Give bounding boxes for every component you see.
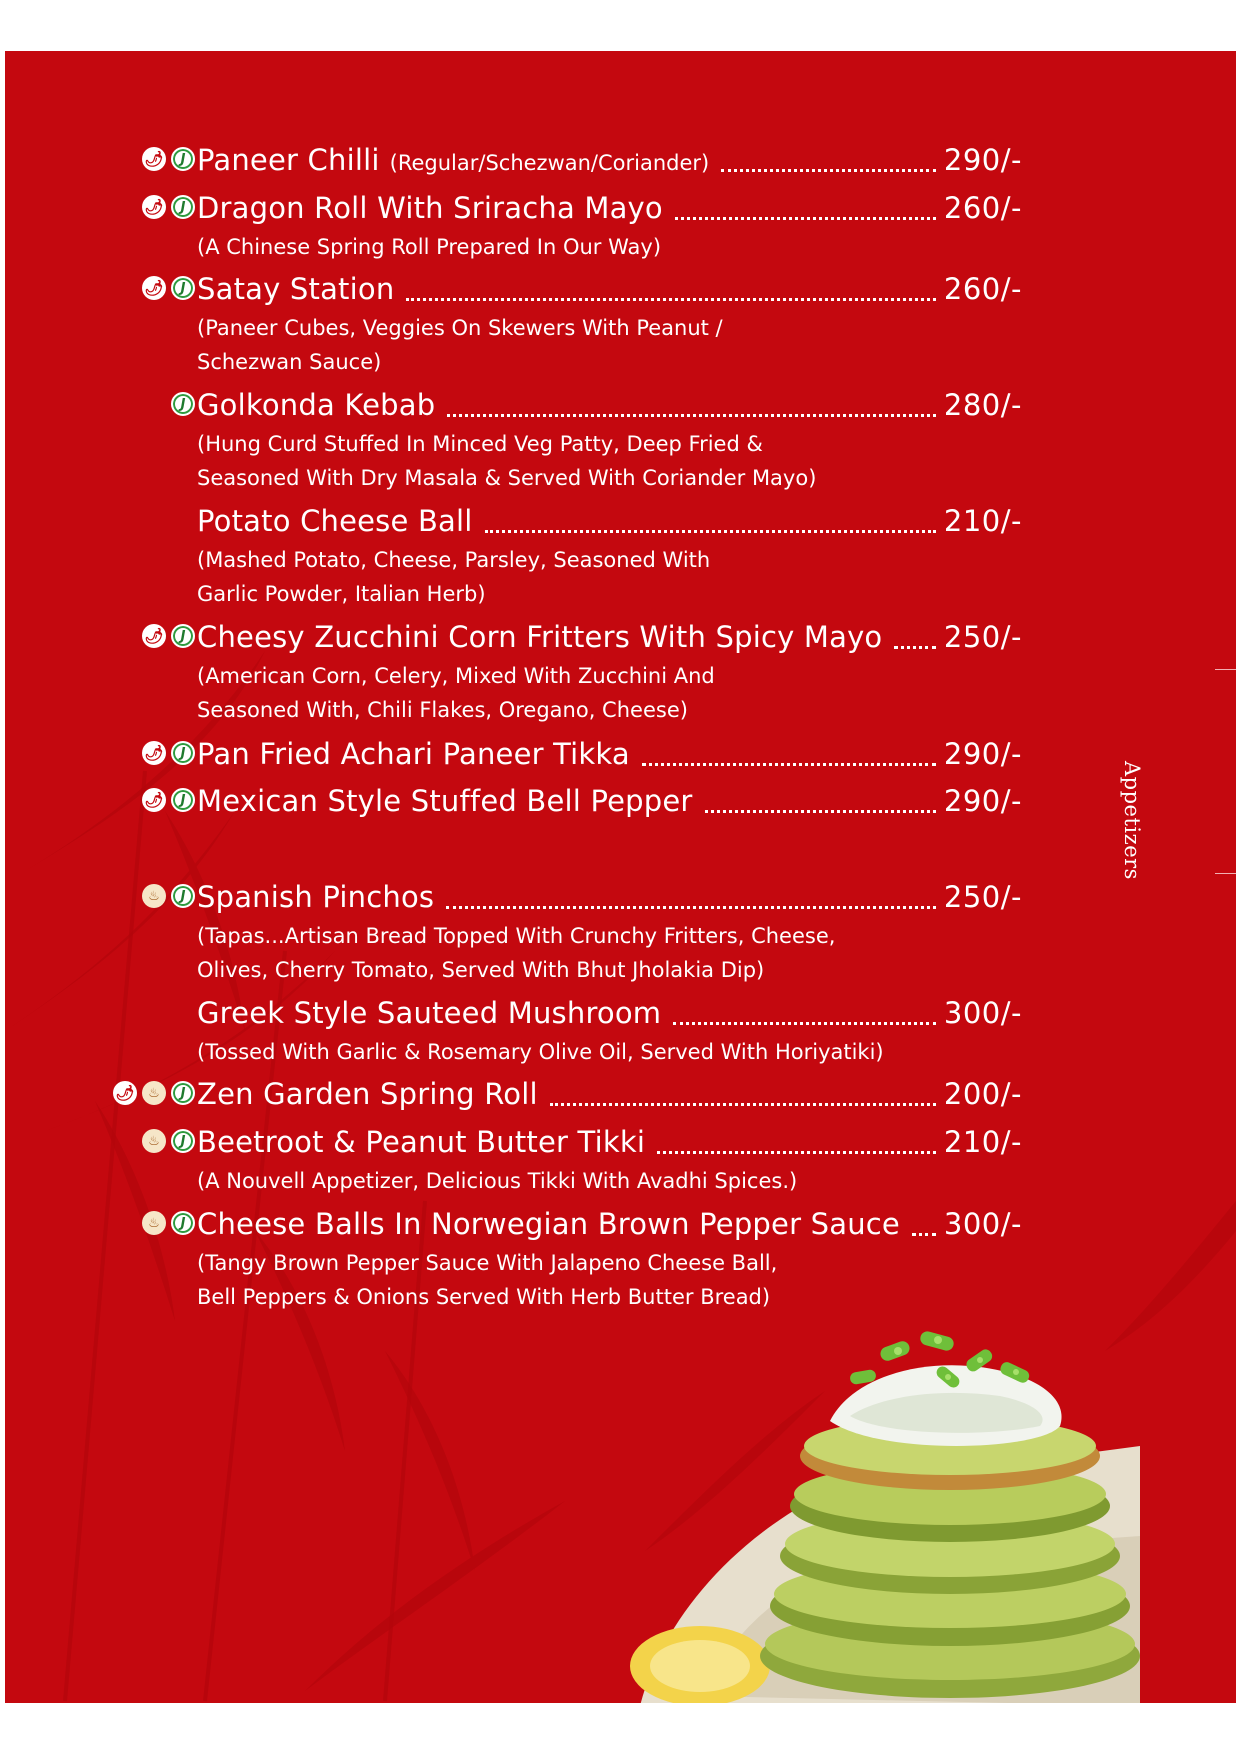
- diet-icons: [142, 788, 195, 812]
- item-description: [197, 1246, 957, 1314]
- item-price: 250/-: [943, 880, 1022, 914]
- item-name: Mexican Style Stuffed Bell Pepper: [197, 784, 693, 818]
- description-line: (American Corn, Celery, Mixed With Zucchini And: [197, 664, 715, 688]
- description-line: Garlic Powder, Italian Herb): [197, 582, 486, 606]
- jain-icon: J: [171, 1081, 195, 1105]
- jain-icon: J: [171, 147, 195, 171]
- dot-leader: [642, 762, 936, 766]
- item-description: [197, 659, 957, 727]
- jain-icon: J: [171, 1129, 195, 1153]
- dot-leader: [446, 905, 936, 909]
- side-tab-rule-bottom: [1215, 873, 1236, 874]
- chef-special-icon: ♨: [142, 1081, 166, 1105]
- item-name: Spanish Pinchos: [197, 880, 435, 914]
- dot-leader: [447, 413, 936, 417]
- description-line: Olives, Cherry Tomato, Served With Bhut Jholakia Dip): [197, 958, 765, 982]
- dot-leader: [675, 216, 936, 220]
- jain-icon: J: [171, 276, 195, 300]
- item-name: Pan Fried Achari Paneer Tikka: [197, 737, 630, 771]
- item-price: 200/-: [943, 1077, 1022, 1111]
- description-line: (Paneer Cubes, Veggies On Skewers With Peanut /: [197, 316, 723, 340]
- item-note: (Regular/Schezwan/Coriander): [389, 151, 710, 175]
- dot-leader: [550, 1102, 936, 1106]
- item-name: Potato Cheese Ball: [197, 504, 473, 538]
- jain-icon: J: [171, 788, 195, 812]
- dot-leader: [406, 297, 936, 301]
- diet-icons: [113, 1081, 195, 1105]
- item-description: [197, 1035, 957, 1069]
- dot-leader: [705, 809, 936, 813]
- spicy-icon: 🌶: [142, 276, 166, 300]
- item-name: Dragon Roll With Sriracha Mayo: [197, 191, 663, 225]
- dot-leader: [912, 1232, 936, 1236]
- diet-icons: [142, 1129, 195, 1153]
- diet-icons: [142, 195, 195, 219]
- diet-icons: [142, 884, 195, 908]
- item-name: Greek Style Sauteed Mushroom: [197, 996, 662, 1030]
- item-price: 290/-: [943, 143, 1022, 177]
- item-name: Zen Garden Spring Roll: [197, 1077, 538, 1111]
- jain-icon: J: [171, 741, 195, 765]
- item-price: 260/-: [943, 272, 1022, 306]
- item-name: Paneer Chilli: [197, 143, 380, 177]
- item-name: Cheesy Zucchini Corn Fritters With Spicy Mayo: [197, 620, 883, 654]
- item-description: [197, 543, 957, 611]
- description-line: Seasoned With, Chili Flakes, Oregano, Cheese): [197, 698, 688, 722]
- spicy-icon: 🌶: [142, 788, 166, 812]
- item-description: [197, 1164, 957, 1198]
- item-name: Golkonda Kebab: [197, 388, 436, 422]
- description-line: Schezwan Sauce): [197, 350, 382, 374]
- diet-icons: [142, 276, 195, 300]
- diet-icons: [142, 1211, 195, 1235]
- spicy-icon: 🌶: [142, 741, 166, 765]
- item-price: 300/-: [943, 1207, 1022, 1241]
- dot-leader: [721, 168, 936, 172]
- item-description: [197, 427, 957, 495]
- dot-leader: [657, 1150, 936, 1154]
- spicy-icon: 🌶: [142, 147, 166, 171]
- jain-icon: J: [171, 392, 195, 416]
- jain-icon: J: [171, 884, 195, 908]
- diet-icons: [142, 147, 195, 171]
- jain-icon: J: [171, 1211, 195, 1235]
- description-line: (A Nouvell Appetizer, Delicious Tikki With Avadhi Spices.): [197, 1169, 798, 1193]
- description-line: (Hung Curd Stuffed In Minced Veg Patty, Deep Fried &: [197, 432, 763, 456]
- diet-icons: [142, 741, 195, 765]
- dot-leader: [673, 1021, 936, 1025]
- item-description: [197, 230, 957, 264]
- spicy-icon: 🌶: [113, 1081, 137, 1105]
- item-price: 210/-: [943, 504, 1022, 538]
- side-tab-rule-top: [1215, 669, 1236, 670]
- item-price: 210/-: [943, 1125, 1022, 1159]
- item-description: [197, 311, 957, 379]
- item-name: Cheese Balls In Norwegian Brown Pepper Sauce: [197, 1207, 900, 1241]
- item-price: 290/-: [943, 784, 1022, 818]
- description-line: (Mashed Potato, Cheese, Parsley, Seasoned With: [197, 548, 711, 572]
- item-description: [197, 919, 957, 987]
- chef-special-icon: ♨: [142, 1129, 166, 1153]
- section-label: Appetizers: [1120, 761, 1144, 880]
- item-price: 300/-: [943, 996, 1022, 1030]
- description-line: (Tangy Brown Pepper Sauce With Jalapeno Cheese Ball,: [197, 1251, 778, 1275]
- jain-icon: J: [171, 624, 195, 648]
- menu-page-panel: [5, 51, 1236, 1703]
- item-price: 250/-: [943, 620, 1022, 654]
- zucchini-fritters-photo: [580, 1326, 1140, 1703]
- item-price: 290/-: [943, 737, 1022, 771]
- dot-leader: [894, 645, 936, 649]
- diet-icons: [171, 392, 195, 416]
- dot-leader: [485, 529, 936, 533]
- chef-special-icon: ♨: [142, 884, 166, 908]
- item-price: 280/-: [943, 388, 1022, 422]
- description-line: Bell Peppers & Onions Served With Herb Butter Bread): [197, 1285, 771, 1309]
- item-name: Satay Station: [197, 272, 395, 306]
- spicy-icon: 🌶: [142, 195, 166, 219]
- description-line: Seasoned With Dry Masala & Served With Coriander Mayo): [197, 466, 817, 490]
- item-price: 260/-: [943, 191, 1022, 225]
- diet-icons: [142, 624, 195, 648]
- description-line: (Tapas...Artisan Bread Topped With Crunchy Fritters, Cheese,: [197, 924, 836, 948]
- spicy-icon: 🌶: [142, 624, 166, 648]
- item-name: Beetroot & Peanut Butter Tikki: [197, 1125, 646, 1159]
- jain-icon: J: [171, 195, 195, 219]
- description-line: (A Chinese Spring Roll Prepared In Our Way): [197, 235, 662, 259]
- chef-special-icon: ♨: [142, 1211, 166, 1235]
- description-line: (Tossed With Garlic & Rosemary Olive Oil, Served With Horiyatiki): [197, 1040, 884, 1064]
